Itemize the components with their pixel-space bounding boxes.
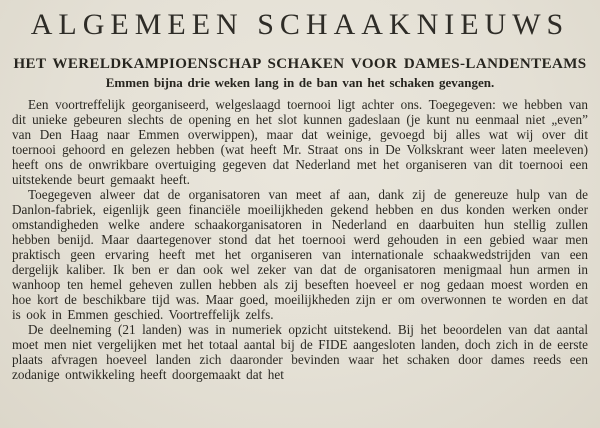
article-paragraph-3: De deelneming (21 landen) was in numeriek opzicht uitstekend. Bij het beoordelen van dat aantal moet men niet vergelijken met het totaal aantal bij de FIDE aangesloten landen, doch zich in de eerste plaats afvragen hoeveel landen zich daaronder bevinden waar het schaken door dames reeds een zodanige ontwikkeling heeft doorgemaakt dat het: [12, 322, 588, 382]
article-body: [12, 97, 588, 382]
article-paragraph-2: Toegegeven alweer dat de organisatoren van meet af aan, dank zij de genereuze hulp van de Danlon-fabriek, eigenlijk geen financiële moeilijkheden gekend hebben en dus konden werken onder omstandigheden welke andere schaakorganisatoren in Nederland en daarbuiten hun stellig zullen hebben benijd. Maar daartegenover stond dat het toernooi werd gehouden in een gebied waar men praktisch geen ervaring heeft met het organiseren van internationale schaakwedstrijden van een dergelijk kaliber. Ik ben er dan ook wel zeker van dat de organisatoren menigmaal hun armen in wanhoop ten hemel geheven zullen hebben als zij beseften hoeveel er nog gedaan moest worden en hoe kort de beschikbare tijd was. Maar goed, moeilijkheden zijn er om overwonnen te worden en dat is ook in Emmen geschied. Voortreffelijk zelfs.: [12, 187, 588, 322]
article-heading: HET WERELDKAMPIOENSCHAP SCHAKEN VOOR DAMES-LANDENTEAMS: [13, 56, 587, 72]
masthead-title: ALGEMEEN SCHAAKNIEUWS: [30, 8, 570, 41]
article-subheading: Emmen bijna drie weken lang in de ban van het schaken gevangen.: [105, 75, 495, 90]
article-paragraph-1: Een voortreffelijk georganiseerd, welgeslaagd toernooi ligt achter ons. Toegegeven: we hebben van dit unieke gebeuren slechts de opening en het slot kunnen gadeslaan (je kunt nu eenmaal niet „even” van Den Haag naar Emmen overwippen), maar dat weinige, gevoegd bij alles wat wij over dit toernooi gehoord en gelezen hebben (wat heeft Mr. Straat ons in De Volkskrant weer laten meeleven) heeft ons de onwrikbare overtuiging gegeven dat Nederland met het organiseren van dit toernooi een uitstekende beurt gemaakt heeft.: [12, 97, 588, 187]
